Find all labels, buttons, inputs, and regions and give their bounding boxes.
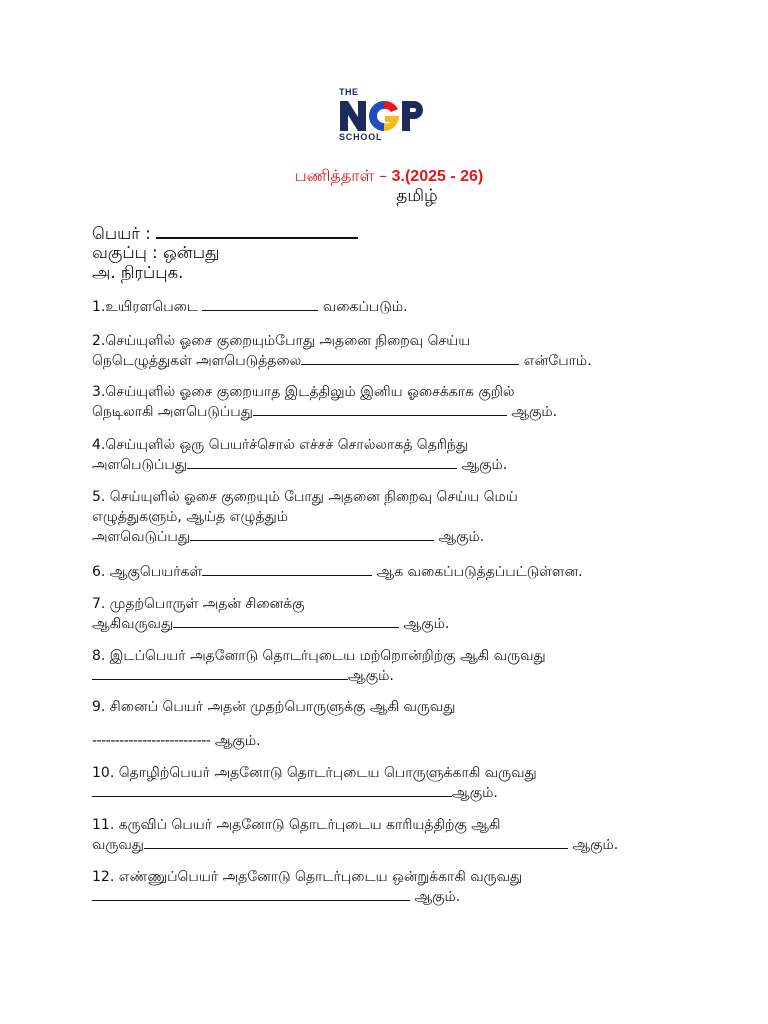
question-text: 1.உயிரளபெடை	[92, 299, 198, 315]
question-text: ஆகிவருவது	[92, 616, 174, 632]
question-3	[92, 382, 557, 422]
question-4	[92, 435, 507, 475]
question-9-answer-line	[92, 731, 261, 751]
school-logo	[338, 87, 430, 147]
question-suffix: ஆகும்.	[461, 457, 508, 473]
question-text: 3.செய்யுளில் ஓசை குறையாத இடத்திலும் இனிய ஓசைக்காக குறில்	[92, 384, 515, 400]
question-text: 7. முதற்பொருள் அதன் சினைக்கு	[92, 596, 305, 612]
question-2	[92, 331, 592, 371]
question-text: 2.செய்யுளில் ஓசை குறையும்போது அதனை நிறைவு செய்ய	[92, 333, 471, 349]
question-suffix: ஆகும்.	[572, 837, 619, 853]
question-text: வருவது	[92, 837, 144, 853]
question-text: 8. இடப்பெயர் அதனோடு தொடர்புடைய மற்றொன்றிற்கு ஆகி வருவது	[92, 648, 546, 664]
answer-blank[interactable]	[92, 667, 348, 680]
question-text: 12. எண்ணுப்பெயர் அதனோடு தொடர்புடைய ஒன்றுக்காகி வருவது	[92, 869, 523, 885]
question-suffix: ஆகும்.	[403, 616, 450, 632]
logo-the-text: THE	[339, 87, 359, 97]
answer-blank[interactable]	[173, 615, 399, 628]
answer-blank[interactable]	[92, 784, 452, 797]
class-field: வகுப்பு : ஒன்பது	[92, 243, 220, 262]
question-suffix: என்போம்.	[523, 353, 592, 369]
question-suffix: ஆகும்.	[348, 668, 394, 684]
logo-school-text: SCHOOL	[339, 132, 383, 142]
question-10	[92, 763, 537, 803]
question-11	[92, 815, 618, 855]
answer-dashes[interactable]: --------------------------	[92, 733, 211, 749]
question-text: 6. ஆகுபெயர்கள்	[92, 564, 203, 580]
section-heading: அ. நிரப்புக.	[92, 263, 184, 282]
question-text: 5. செய்யுளில் ஓசை குறையும் போது அதனை நிறைவு செய்ய மெய்	[92, 489, 518, 505]
question-9	[92, 697, 455, 717]
name-blank[interactable]	[156, 223, 358, 239]
question-suffix: ஆகும்.	[414, 889, 461, 905]
answer-blank[interactable]	[144, 836, 568, 849]
question-7	[92, 594, 449, 634]
title-number: 3.(2025 - 26)	[387, 168, 484, 185]
question-suffix: ஆகும்.	[511, 404, 558, 420]
question-text: நெடெழுத்துகள் அளபெடுத்தலை	[92, 353, 302, 369]
question-1	[92, 297, 408, 317]
question-suffix: வகைப்படும்.	[322, 299, 408, 315]
worksheet-title	[0, 166, 768, 187]
question-12	[92, 867, 522, 907]
question-text: அளபெடுப்பது	[92, 457, 187, 473]
question-text: 11. கருவிப் பெயர் அதனோடு தொடர்புடைய காரியத்திற்கு ஆகி	[92, 817, 501, 833]
question-text: நெடிலாகி அளபெடுப்பது	[92, 404, 253, 420]
question-suffix: ஆகும்.	[438, 529, 485, 545]
answer-blank[interactable]	[202, 563, 372, 576]
name-label: பெயர் :	[92, 224, 151, 243]
question-suffix: ஆக வகைப்படுத்தப்பட்டுள்ளன.	[376, 564, 583, 580]
question-text: எழுத்துகளும், ஆய்த எழுத்தும்	[92, 509, 289, 525]
question-text: 9. சினைப் பெயர் அதன் முதற்பொருளுக்கு ஆகி வருவது	[92, 699, 456, 715]
question-8	[92, 646, 546, 686]
question-text: அளவெடுப்பது	[92, 529, 190, 545]
question-text: 4.செய்யுளில் ஒரு பெயர்ச்சொல் எச்சச் சொல்லாகத் தெரிந்து	[92, 437, 469, 453]
answer-blank[interactable]	[190, 528, 434, 541]
question-6	[92, 562, 583, 582]
question-suffix: ஆகும்.	[214, 733, 261, 749]
subject-title: தமிழ்	[396, 186, 438, 206]
answer-blank[interactable]	[187, 456, 457, 469]
question-text: 10. தொழிற்பெயர் அதனோடு தொடர்புடைய பொருளுக்காகி வருவது	[92, 765, 537, 781]
title-tamil: பணித்தாள் –	[294, 166, 388, 185]
ngp-logo-icon	[338, 97, 430, 133]
answer-blank[interactable]	[202, 298, 318, 311]
answer-blank[interactable]	[253, 403, 507, 416]
answer-blank[interactable]	[92, 888, 410, 901]
question-suffix: ஆகும்.	[452, 785, 498, 801]
question-5	[92, 487, 518, 547]
answer-blank[interactable]	[301, 352, 519, 365]
